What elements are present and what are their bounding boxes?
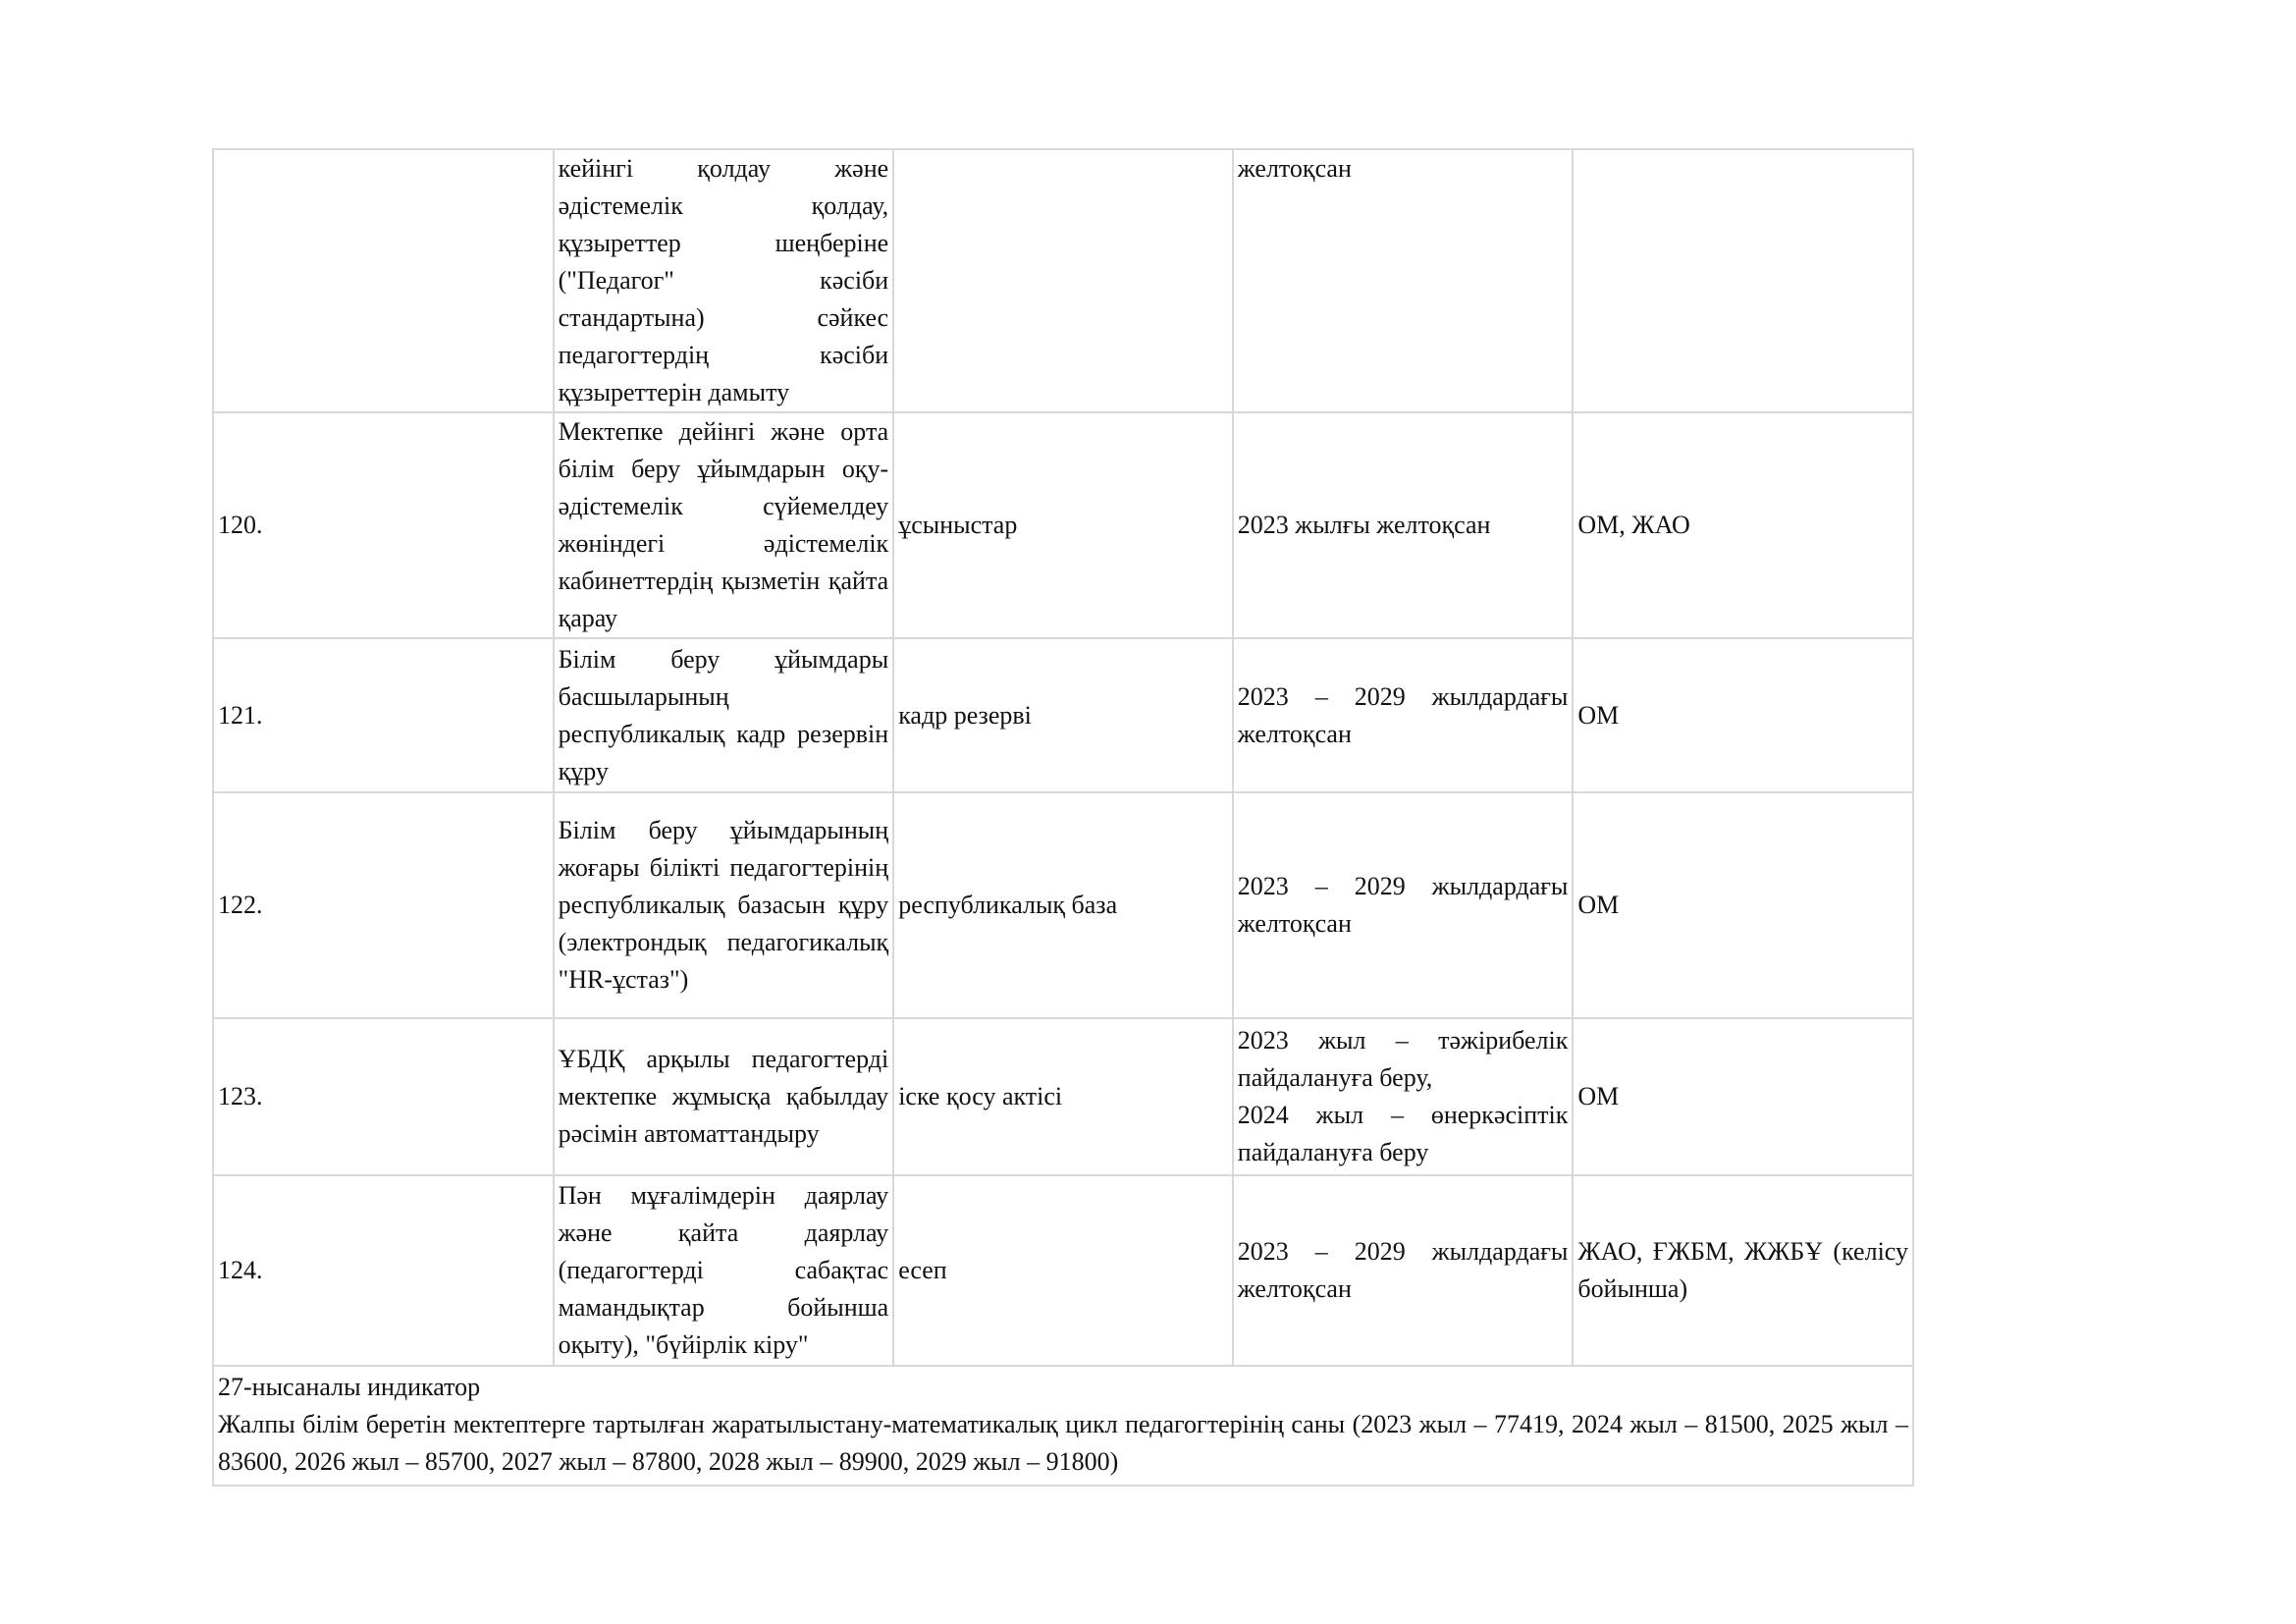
row-number: 123. — [213, 1018, 554, 1175]
responsible-cell: ОМ — [1573, 1018, 1913, 1175]
indicator-row — [213, 1366, 1913, 1486]
form-cell — [893, 149, 1233, 412]
row-number: 124. — [213, 1175, 554, 1366]
indicator-title: 27-нысаналы индикатор — [218, 1373, 481, 1401]
deadline-cell: желтоқсан — [1233, 149, 1574, 412]
responsible-cell: ОМ — [1573, 638, 1913, 792]
task-cell: кейінгі қолдау және әдістемелік қолдау, құзыреттер шеңберіне ("Педагог" кәсіби стандартына) сәйкес педагогтердің кәсіби құзыреттерін дамыту — [554, 149, 894, 412]
task-cell: Білім беру ұйымдарының жоғары білікті педагогтерінің республикалық базасын құру (электрондық педагогикалық "HR-ұстаз") — [554, 792, 894, 1018]
indicator-cell — [213, 1366, 1913, 1486]
table-row — [213, 412, 1913, 638]
responsible-cell: ЖАО, ҒЖБМ, ЖЖБҰ (келісу бойынша) — [1573, 1175, 1913, 1366]
table-row — [213, 149, 1913, 412]
deadline-line: 2023 жыл – тәжірибелік пайдалануға беру, — [1237, 1026, 1569, 1092]
task-cell: Мектепке дейінгі және орта білім беру ұйымдарын оқу-әдістемелік сүйемелдеу жөніндегі әдістемелік кабинеттердің қызметін қайта қарау — [554, 412, 894, 638]
form-cell: есеп — [893, 1175, 1233, 1366]
form-cell: іске қосу актісі — [893, 1018, 1233, 1175]
table-row — [213, 1175, 1913, 1366]
row-number: 122. — [213, 792, 554, 1018]
table-row — [213, 792, 1913, 1018]
responsible-cell: ОМ, ЖАО — [1573, 412, 1913, 638]
deadline-cell: 2023 – 2029 жылдардағы желтоқсан — [1233, 792, 1574, 1018]
row-number: 121. — [213, 638, 554, 792]
task-cell: Білім беру ұйымдары басшыларының республикалық кадр резервін құру — [554, 638, 894, 792]
table-row — [213, 1018, 1913, 1175]
row-number — [213, 149, 554, 412]
plan-table — [212, 148, 1914, 1487]
table-row — [213, 638, 1913, 792]
responsible-cell — [1573, 149, 1913, 412]
deadline-line: 2024 жыл – өнеркәсіптік пайдалануға беру — [1237, 1101, 1569, 1166]
indicator-text: Жалпы білім беретін мектептерге тартылған жаратылыстану-математикалық цикл педагогтерінің саны (2023 жыл – 77419, 2024 жыл – 81500, 2025 жыл – 83600, 2026 жыл – 85700, 2027 жыл – 87800, 2028 жыл – 89900, 2029 жыл – 91800) — [218, 1410, 1908, 1476]
form-cell: ұсыныстар — [893, 412, 1233, 638]
deadline-cell: 2023 – 2029 жылдардағы желтоқсан — [1233, 638, 1574, 792]
responsible-cell: ОМ — [1573, 792, 1913, 1018]
task-cell: ҰБДҚ арқылы педагогтерді мектепке жұмысқа қабылдау рәсімін автоматтандыру — [554, 1018, 894, 1175]
deadline-cell: 2023 жылғы желтоқсан — [1233, 412, 1574, 638]
task-cell: Пән мұғалімдерін даярлау және қайта даярлау (педагогтерді сабақтас мамандықтар бойынша оқыту), "бүйірлік кіру" — [554, 1175, 894, 1366]
form-cell: республикалық база — [893, 792, 1233, 1018]
deadline-cell: 2023 – 2029 жылдардағы желтоқсан — [1233, 1175, 1574, 1366]
deadline-cell — [1233, 1018, 1574, 1175]
form-cell: кадр резерві — [893, 638, 1233, 792]
row-number: 120. — [213, 412, 554, 638]
